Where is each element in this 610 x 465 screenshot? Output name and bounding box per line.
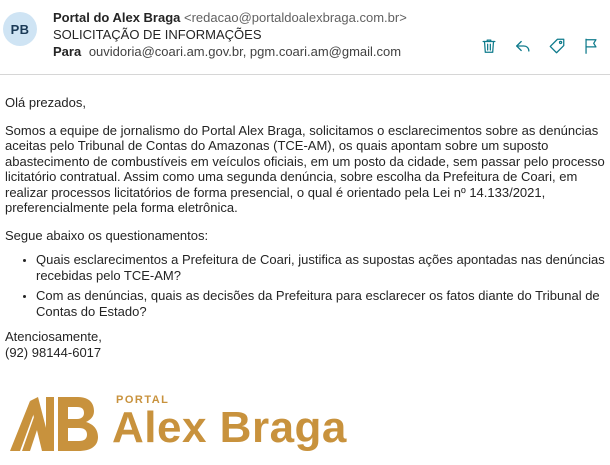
- message-actions: [478, 36, 602, 56]
- sender-line: [53, 9, 407, 26]
- trash-icon: [480, 37, 498, 55]
- logo-mark-icon: [8, 393, 104, 453]
- reply-button[interactable]: [512, 36, 534, 56]
- questions-list: [5, 252, 605, 319]
- delete-button[interactable]: [478, 36, 500, 56]
- email-subject: SOLICITAÇÃO DE INFORMAÇÕES: [53, 27, 262, 42]
- sender-avatar[interactable]: [3, 12, 37, 46]
- closing: Atenciosamente,: [5, 329, 102, 344]
- sender-initials: PB: [10, 21, 30, 37]
- sender-email[interactable]: <redacao@portaldoalexbraga.com.br>: [184, 10, 407, 25]
- logo-portal-text: PORTAL: [116, 394, 170, 406]
- signature-logo: [8, 391, 368, 455]
- list-item: • Com as denúncias, quais as decisões da Prefeitura para esclarecer os fatos diante do Tribunal de Contas do Estado?: [36, 288, 605, 319]
- tag-button[interactable]: [546, 36, 568, 56]
- sender-name[interactable]: Portal do Alex Braga: [53, 10, 181, 25]
- tag-icon: [548, 37, 566, 55]
- phone-number: (92) 98144-6017: [5, 344, 102, 360]
- flag-button[interactable]: [580, 36, 602, 56]
- greeting: Olá prezados,: [5, 95, 86, 110]
- email-header: [0, 0, 610, 75]
- list-item: • Quais esclarecimentos a Prefeitura de Coari, justifica as supostas ações apontadas nas denúncias recebidas pelo TCE-AM?: [36, 252, 605, 283]
- recipients-label: Para: [53, 44, 82, 59]
- flag-icon: [582, 37, 600, 55]
- main-paragraph: Somos a equipe de jornalismo do Portal Alex Braga, solicitamos o esclarecimentos sobre as denúncias aceitas pelo Tribunal de Contas do Amazonas (TCE-AM), os quais apontam sobre um suposto abastecimento de combustíveis em veículos oficiais, em um posto da cidade, sem passar pelo processo licitatório contratual. Assim como uma segunda denúncia, sobre escolha da Prefeitura de Coari, em realizar processos licitatórios de forma presencial, o qual é orientado pela Lei nº 14.133/2021, preferencialmente pela forma eletrônica.: [5, 122, 605, 215]
- questions-intro: Segue abaixo os questionamentos:: [5, 227, 209, 243]
- recipients-line: [53, 43, 407, 60]
- recipients-list[interactable]: ouvidoria@coari.am.gov.br, pgm.coari.am@gmail.com: [88, 44, 402, 59]
- email-body: [5, 95, 605, 360]
- reply-icon: [514, 37, 532, 55]
- email-meta: [53, 9, 407, 60]
- logo-name-text: Alex Braga: [112, 403, 347, 452]
